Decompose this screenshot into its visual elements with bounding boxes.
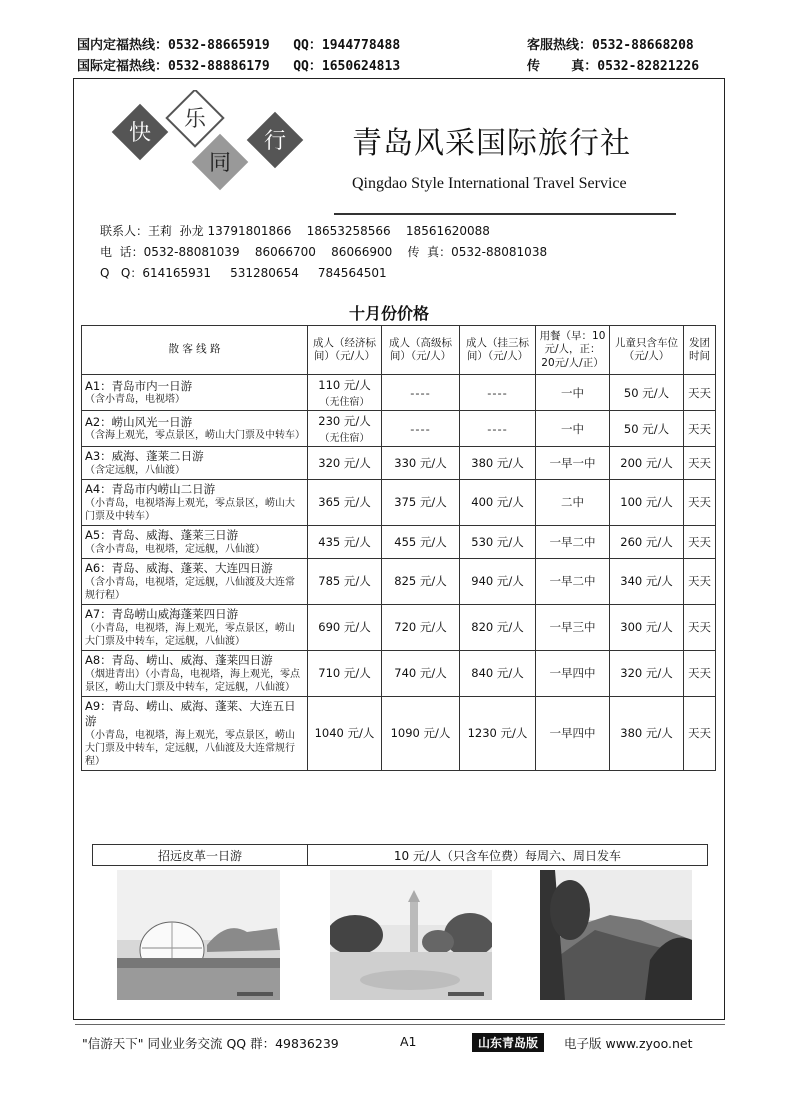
meals: 一中 xyxy=(536,375,610,411)
meals: 二中 xyxy=(536,479,610,525)
departure: 天天 xyxy=(684,525,716,558)
route-desc: （烟进青出）（小青岛，电视塔，海上观光，零点景区，崂山大门票及中转车，定远舰，八仙渡） xyxy=(85,668,300,693)
contact-persons: 联系人：王莉 孙龙 13791801866 18653258566 18561620088 xyxy=(100,224,490,238)
route-cell xyxy=(82,479,308,525)
route-title: A4：青岛市内崂山二日游 xyxy=(85,481,216,496)
route-title: A5：青岛、威海、蓬莱三日游 xyxy=(85,527,239,542)
footer-rule xyxy=(75,1024,725,1025)
logo-char-4: 行 xyxy=(263,129,287,154)
route-title: A2：崂山风光一日游 xyxy=(85,414,193,429)
service-hotline: 客服热线：0532-88668208 xyxy=(527,38,694,53)
footer-page-number: A1 xyxy=(400,1034,417,1049)
three-star-price: 1230 元/人 xyxy=(460,696,536,770)
economy-price xyxy=(308,650,382,696)
table-row xyxy=(82,650,716,696)
three-star-price: 380 元/人 xyxy=(460,447,536,480)
route-desc: （含海上观光，零点景区，崂山大门票及中转车） xyxy=(85,430,305,442)
route-cell xyxy=(82,604,308,650)
meals: 一早二中 xyxy=(536,558,610,604)
premium-price: 455 元/人 xyxy=(382,525,460,558)
economy-note: （无住宿） xyxy=(319,397,370,408)
photo-mountain xyxy=(540,870,692,1000)
route-desc: （小青岛，电视塔，海上观光，零点景区，崂山大门票及中转车，定远舰，八仙渡及大连常规行程） xyxy=(85,729,295,767)
zhaoyuan-route: 招远皮革一日游 xyxy=(93,845,308,865)
price-title: 十月份价格 xyxy=(349,304,430,323)
table-row xyxy=(82,479,716,525)
departure: 天天 xyxy=(684,411,716,447)
footer-edition-badge: 山东青岛版 xyxy=(472,1033,544,1052)
child-price: 380 元/人 xyxy=(610,696,684,770)
footer-website: 电子版 www.zyoo.net xyxy=(564,1036,693,1051)
header-economy: 成人（经济标间）（元/人） xyxy=(308,326,382,375)
economy-price xyxy=(308,696,382,770)
three-star-price: ---- xyxy=(460,375,536,411)
meals: 一早一中 xyxy=(536,447,610,480)
header-route: 散 客 线 路 xyxy=(82,326,308,375)
departure: 天天 xyxy=(684,479,716,525)
premium-price: ---- xyxy=(382,375,460,411)
table-header-row xyxy=(82,326,716,375)
economy-price xyxy=(308,447,382,480)
company-divider xyxy=(334,213,676,215)
three-star-price: 940 元/人 xyxy=(460,558,536,604)
table-row xyxy=(82,411,716,447)
route-title: A8：青岛、崂山、威海、蓬莱四日游 xyxy=(85,652,273,667)
premium-price: 825 元/人 xyxy=(382,558,460,604)
child-price: 260 元/人 xyxy=(610,525,684,558)
table-row xyxy=(82,604,716,650)
economy-price xyxy=(308,479,382,525)
table-row xyxy=(82,525,716,558)
logo-char-1: 快 xyxy=(128,121,152,146)
route-cell xyxy=(82,411,308,447)
route-desc: （小青岛，电视塔，海上观光，零点景区，崂山大门票及中转车，定远舰，八仙渡） xyxy=(85,622,295,647)
company-name-cn: 青岛风采国际旅行社 xyxy=(352,126,631,161)
meals: 一早二中 xyxy=(536,525,610,558)
photo-tower-park xyxy=(330,870,492,1000)
route-cell xyxy=(82,696,308,770)
departure: 天天 xyxy=(684,447,716,480)
meals: 一早四中 xyxy=(536,650,610,696)
footer-qq-group: "信游天下" 同业业务交流 QQ 群：49836239 xyxy=(82,1036,339,1051)
economy-value: 365 元/人 xyxy=(318,495,371,510)
economy-value: 110 元/人 xyxy=(318,378,371,392)
header-departure: 发团时间 xyxy=(684,326,716,375)
child-price: 340 元/人 xyxy=(610,558,684,604)
departure: 天天 xyxy=(684,604,716,650)
economy-note: （无住宿） xyxy=(319,433,370,444)
route-title: A9：青岛、崂山、威海、蓬莱、大连五日游 xyxy=(85,698,296,728)
table-row xyxy=(82,696,716,770)
economy-value: 690 元/人 xyxy=(318,620,371,635)
child-price: 300 元/人 xyxy=(610,604,684,650)
three-star-price: 840 元/人 xyxy=(460,650,536,696)
departure: 天天 xyxy=(684,650,716,696)
economy-value: 320 元/人 xyxy=(318,455,371,470)
three-star-price: 820 元/人 xyxy=(460,604,536,650)
premium-price: 375 元/人 xyxy=(382,479,460,525)
departure: 天天 xyxy=(684,375,716,411)
premium-price: ---- xyxy=(382,411,460,447)
contact-qq: Q Q：614165931 531280654 784564501 xyxy=(100,266,387,280)
three-star-price: 530 元/人 xyxy=(460,525,536,558)
economy-value: 785 元/人 xyxy=(318,574,371,589)
logo-char-3: 同 xyxy=(208,151,232,176)
header-premium: 成人（高级标间）（元/人） xyxy=(382,326,460,375)
route-cell xyxy=(82,375,308,411)
international-hotline: 国际定福热线：0532-88886179 QQ：1650624813 xyxy=(77,59,401,74)
price-table xyxy=(81,325,716,771)
economy-price xyxy=(308,558,382,604)
economy-price xyxy=(308,375,382,411)
table-row xyxy=(82,558,716,604)
route-title: A1：青岛市内一日游 xyxy=(85,378,193,393)
economy-value: 710 元/人 xyxy=(318,666,371,681)
route-desc: （含小青岛，电视塔，定远舰，八仙渡） xyxy=(85,543,265,555)
company-name-en: Qingdao Style International Travel Service xyxy=(352,175,627,192)
departure: 天天 xyxy=(684,696,716,770)
header-three-star: 成人（挂三标间）（元/人） xyxy=(460,326,536,375)
economy-value: 230 元/人 xyxy=(318,414,371,428)
meals: 一早三中 xyxy=(536,604,610,650)
route-cell xyxy=(82,650,308,696)
logo-diamonds xyxy=(100,90,340,200)
route-cell xyxy=(82,447,308,480)
child-price: 50 元/人 xyxy=(610,375,684,411)
domestic-hotline: 国内定福热线：0532-88665919 QQ：1944778488 xyxy=(77,38,401,53)
route-desc: （含定远舰，八仙渡） xyxy=(85,464,185,476)
route-desc: （含小青岛，电视塔） xyxy=(85,394,185,406)
route-desc: （小青岛，电视塔海上观光，零点景区，崂山大门票及中转车） xyxy=(85,497,295,522)
header-child: 儿童只含车位（元/人） xyxy=(610,326,684,375)
child-price: 50 元/人 xyxy=(610,411,684,447)
meals: 一早四中 xyxy=(536,696,610,770)
route-cell xyxy=(82,525,308,558)
three-star-price: 400 元/人 xyxy=(460,479,536,525)
premium-price: 330 元/人 xyxy=(382,447,460,480)
logo-char-2: 乐 xyxy=(183,107,207,132)
zhaoyuan-price: 10 元/人（只含车位费）每周六、周日发车 xyxy=(393,848,622,863)
economy-value: 435 元/人 xyxy=(318,534,371,549)
table-row xyxy=(82,447,716,480)
child-price: 100 元/人 xyxy=(610,479,684,525)
economy-price xyxy=(308,411,382,447)
route-title: A6：青岛、威海、蓬莱、大连四日游 xyxy=(85,560,273,575)
economy-price xyxy=(308,525,382,558)
premium-price: 1090 元/人 xyxy=(382,696,460,770)
child-price: 320 元/人 xyxy=(610,650,684,696)
zhaoyuan-row xyxy=(92,844,708,866)
route-desc: （含小青岛，电视塔，定远舰，八仙渡及大连常规行程） xyxy=(85,576,295,601)
meals: 一中 xyxy=(536,411,610,447)
table-row xyxy=(82,375,716,411)
economy-value: 1040 元/人 xyxy=(314,726,375,741)
route-title: A3：威海、蓬莱二日游 xyxy=(85,449,204,463)
header-meals: 用餐（早：10元/人，正：20元/人/正） xyxy=(536,326,610,375)
premium-price: 720 元/人 xyxy=(382,604,460,650)
economy-price xyxy=(308,604,382,650)
fax-number: 传 真：0532-82821226 xyxy=(527,59,700,74)
child-price: 200 元/人 xyxy=(610,447,684,480)
departure: 天天 xyxy=(684,558,716,604)
three-star-price: ---- xyxy=(460,411,536,447)
contact-phones: 电 话：0532-88081039 86066700 86066900 传 真：0532-88081038 xyxy=(100,245,548,259)
photo-dome-harbor xyxy=(117,870,280,1000)
premium-price: 740 元/人 xyxy=(382,650,460,696)
route-cell xyxy=(82,558,308,604)
route-title: A7：青岛崂山威海蓬莱四日游 xyxy=(85,606,239,621)
